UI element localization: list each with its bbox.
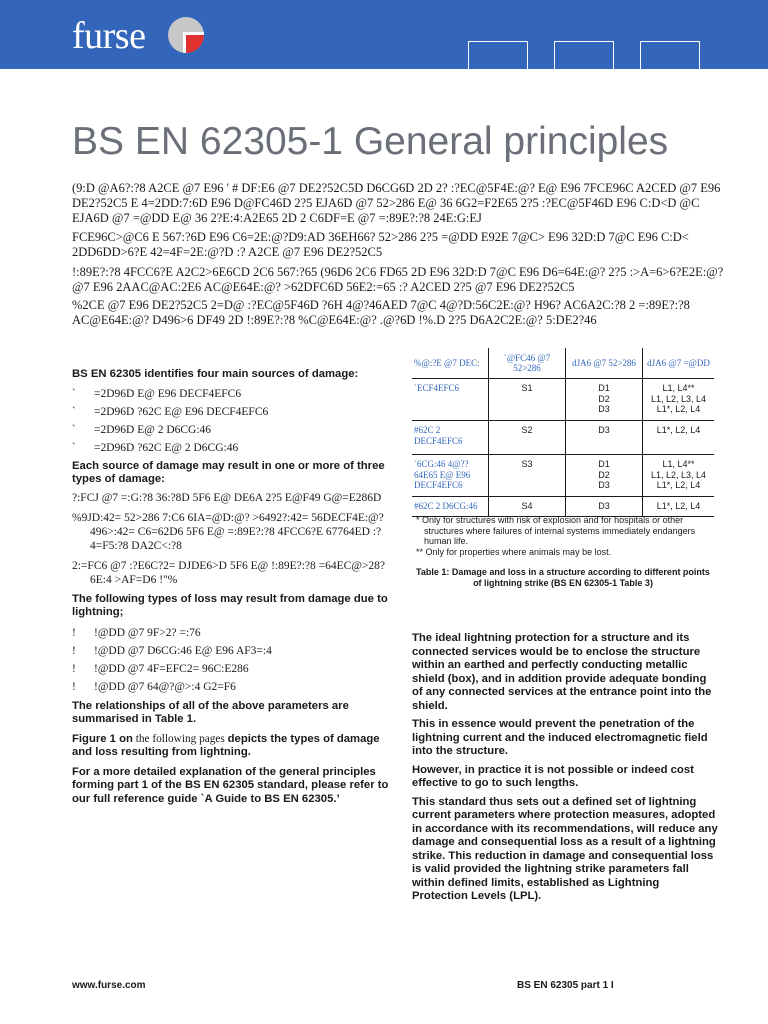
list-item: 2:=FC6 @7 :?E6C?2= DJDE6>D 5F6 E@ !:89E?:?8 =64EC@>28?6E:4 >AF=D6 !"% — [72, 559, 386, 586]
header-box — [640, 41, 700, 69]
table-cell: L1, L4** L1, L2, L3, L4 L1*, L2, L4 — [643, 379, 715, 421]
footer-page-ref: BS EN 62305 part 1 I — [517, 980, 614, 991]
list-item: ! !@DD @7 4F=EFC2= 96C:E286 — [72, 662, 249, 675]
table-note: ** Only for properties where animals may be lost. — [416, 546, 612, 557]
loss-list — [72, 624, 397, 696]
guide-reference: For a more detailed explanation of the general principles forming part 1 of the BS EN 62305 standard, please refer to our full reference guide `A Guide to BS EN 62305.’ — [72, 765, 389, 805]
intro-paragraph: FCE96C>@C6 E 567:?6D E96 C6=2E:@?D9:AD 36EH66? 52>286 2?5 =@DD E92E 7@C> E96 32D:D 7@C E96 C:D< 2DD6DD>6?E 42=4F=2E:@?D :? A2CE @7 E96 DE2?52C5 — [72, 230, 689, 259]
page-title: BS EN 62305-1 General principles — [72, 120, 669, 163]
list-item: ! !@DD @7 D6CG:46 E@ E96 AF3=:4 — [72, 644, 272, 657]
sources-list — [72, 385, 397, 457]
body-paragraph: This standard thus sets out a defined set of lightning current parameters where protection measures, adopted in accordance with its recommendations, will reduce any damage and consequential loss as a result of a lightning strike. This reduction in damage and consequential loss is valid provided the lightning strike parameters fall within defined limits, established as Lightning Protection Levels (LPL). — [412, 795, 718, 902]
list-item: ` =2D96D E@ 2 D6CG:46 — [72, 423, 212, 436]
list-item: ` =2D96D ?62C E@ E96 DECF4EFC6 — [72, 405, 269, 418]
list-item: ! !@DD @7 9F>2? =:76 — [72, 626, 201, 639]
table-cell: D1 D2 D3 — [566, 455, 643, 497]
left-column — [72, 368, 397, 806]
furse-logo-text: furse — [72, 15, 146, 57]
body-paragraph: This in essence would prevent the penetration of the lightning current and the induced electromagnetic field into the structure. — [412, 718, 708, 757]
table-row — [412, 421, 714, 455]
table-cell: `6CG:46 4@??64E65 E@ E96 DECF4EFC6 — [412, 455, 489, 497]
table-cell: #62C 2 D6CG:46 — [412, 497, 489, 517]
right-column — [412, 632, 718, 904]
intro-paragraph: !:89E?:?8 4FCC6?E A2C2>6E6CD 2C6 567:?65 (96D6 2C6 FD65 2D E96 32D:D 7@C E96 D6=64E:@? 2?5 :>A=6>6?E2E:@? @7 E96 2AAC@AC:2E6 AC@E64E:@? >62DFC6D 56E2:=65 :? A2CED 2?5 @7 E96 DE2?52C5 — [72, 265, 724, 294]
furse-logo-icon — [168, 17, 204, 53]
list-item: ?:FCJ @7 =:G:?8 36:?8D 5F6 E@ DE6A 2?5 E@F49 G@=E286D — [72, 491, 382, 504]
body-paragraph: However, in practice it is not possible or indeed cost effective to go to such lengths. — [412, 763, 694, 789]
table-cell: S1 — [489, 379, 566, 421]
table-cell: D1 D2 D3 — [566, 379, 643, 421]
header-band — [0, 0, 768, 69]
table-cell: L1, L4** L1, L2, L3, L4 L1*, L2, L4 — [643, 455, 715, 497]
table-cell: L1*, L2, L4 — [643, 497, 715, 517]
loss-heading: The following types of loss may result from damage due to lightning; — [72, 592, 388, 618]
table-caption: Table 1: Damage and loss in a structure according to different points of lightning strike (BS EN 62305-1 Table 3) — [416, 567, 710, 588]
column-header: dJA6 @7 52>286 — [566, 348, 643, 379]
table-cell: `ECF4EFC6 — [412, 379, 489, 421]
types-heading: Each source of damage may result in one or more of three types of damage: — [72, 459, 385, 485]
table-cell: D3 — [566, 421, 643, 455]
table-cell: D3 — [566, 497, 643, 517]
table-note: * Only for structures with risk of explosion and for hospitals or other structures where failures of internal systems immediately endangers human life. — [416, 515, 696, 546]
header-box — [468, 41, 528, 69]
table-cell: #62C 2 DECF4EFC6 — [412, 421, 489, 455]
relationships-text: The relationships of all of the above parameters are summarised in Table 1. — [72, 699, 349, 725]
intro-paragraph: %2CE @7 E96 DE2?52C5 2=D@ :?EC@5F46D ?6H 4@?46AED 7@C 4@?D:56C2E:@? H96? AC6A2C:?8 2 =:89E?:?8 AC@E64E:@? D496>6 DF49 2D !:89E?:?8 %C@E64E:@? .@?6D !%.D 2?5 D6A2C2E:@? 5:DE2?46 — [72, 298, 690, 327]
table-row — [412, 497, 714, 517]
damage-loss-table — [412, 348, 714, 517]
types-list — [72, 491, 397, 587]
list-item: ! !@DD @7 64@?@>:4 G2=F6 — [72, 680, 236, 693]
column-header: dJA6 @7 =@DD — [643, 348, 715, 379]
table-cell: S3 — [489, 455, 566, 497]
list-item: ` =2D96D ?62C E@ 2 D6CG:46 — [72, 441, 239, 454]
list-item: ` =2D96D E@ E96 DECF4EFC6 — [72, 387, 242, 400]
footer-url[interactable]: www.furse.com — [72, 980, 146, 991]
table-header-row — [412, 348, 714, 379]
table-row — [412, 379, 714, 421]
intro-paragraph: (9:D @A6?:?8 A2CE @7 E96 ' # DF:E6 @7 DE2?52C5D D6CG6D 2D 2? :?EC@5F4E:@? E@ E96 7FCE96C A2CED @7 E96 DE2?52C5 E 4=2DD:7:6D E96 D@FC46D 2?5 EJA6D @7 52>286 E@ 36 6G2=F2E65 2?5 :?EC@5F46D E96 C:D<D @C EJA6D @7 =@DD E@ 36 2?E:4:A2E65 2D 2 C6DF=E @7 =:89E?:?8 24E:G:EJ — [72, 181, 721, 225]
table-notes — [416, 515, 716, 557]
column-header: %@:?E @7 DEC: — [412, 348, 489, 379]
table-cell: S4 — [489, 497, 566, 517]
table-row — [412, 455, 714, 497]
table-cell: S2 — [489, 421, 566, 455]
header-box — [554, 41, 614, 69]
table-cell: L1*, L2, L4 — [643, 421, 715, 455]
sources-heading: BS EN 62305 identifies four main sources of damage: — [72, 368, 359, 380]
figure-reference: Figure 1 on the following pages depicts the types of damage and loss resulting from lightning. — [72, 732, 380, 758]
list-item: %9JD:42= 52>286 7:C6 6IA=@D:@? >6492?:42= 56DECF4E:@? 496>:42= C6=62D6 5F6 E@ =:89E?:?8 4FCC6?E 67764ED :?4=F5:?8 DA2C<:?8 — [72, 511, 384, 552]
body-paragraph: The ideal lightning protection for a structure and its connected services would be to enclose the structure within an earthed and perfectly conducting metallic shield (box), and in addition provide adequate bonding of any connected services at the entrance point into the shield. — [412, 632, 712, 712]
column-header: `@FC46 @7 52>286 — [489, 348, 566, 379]
